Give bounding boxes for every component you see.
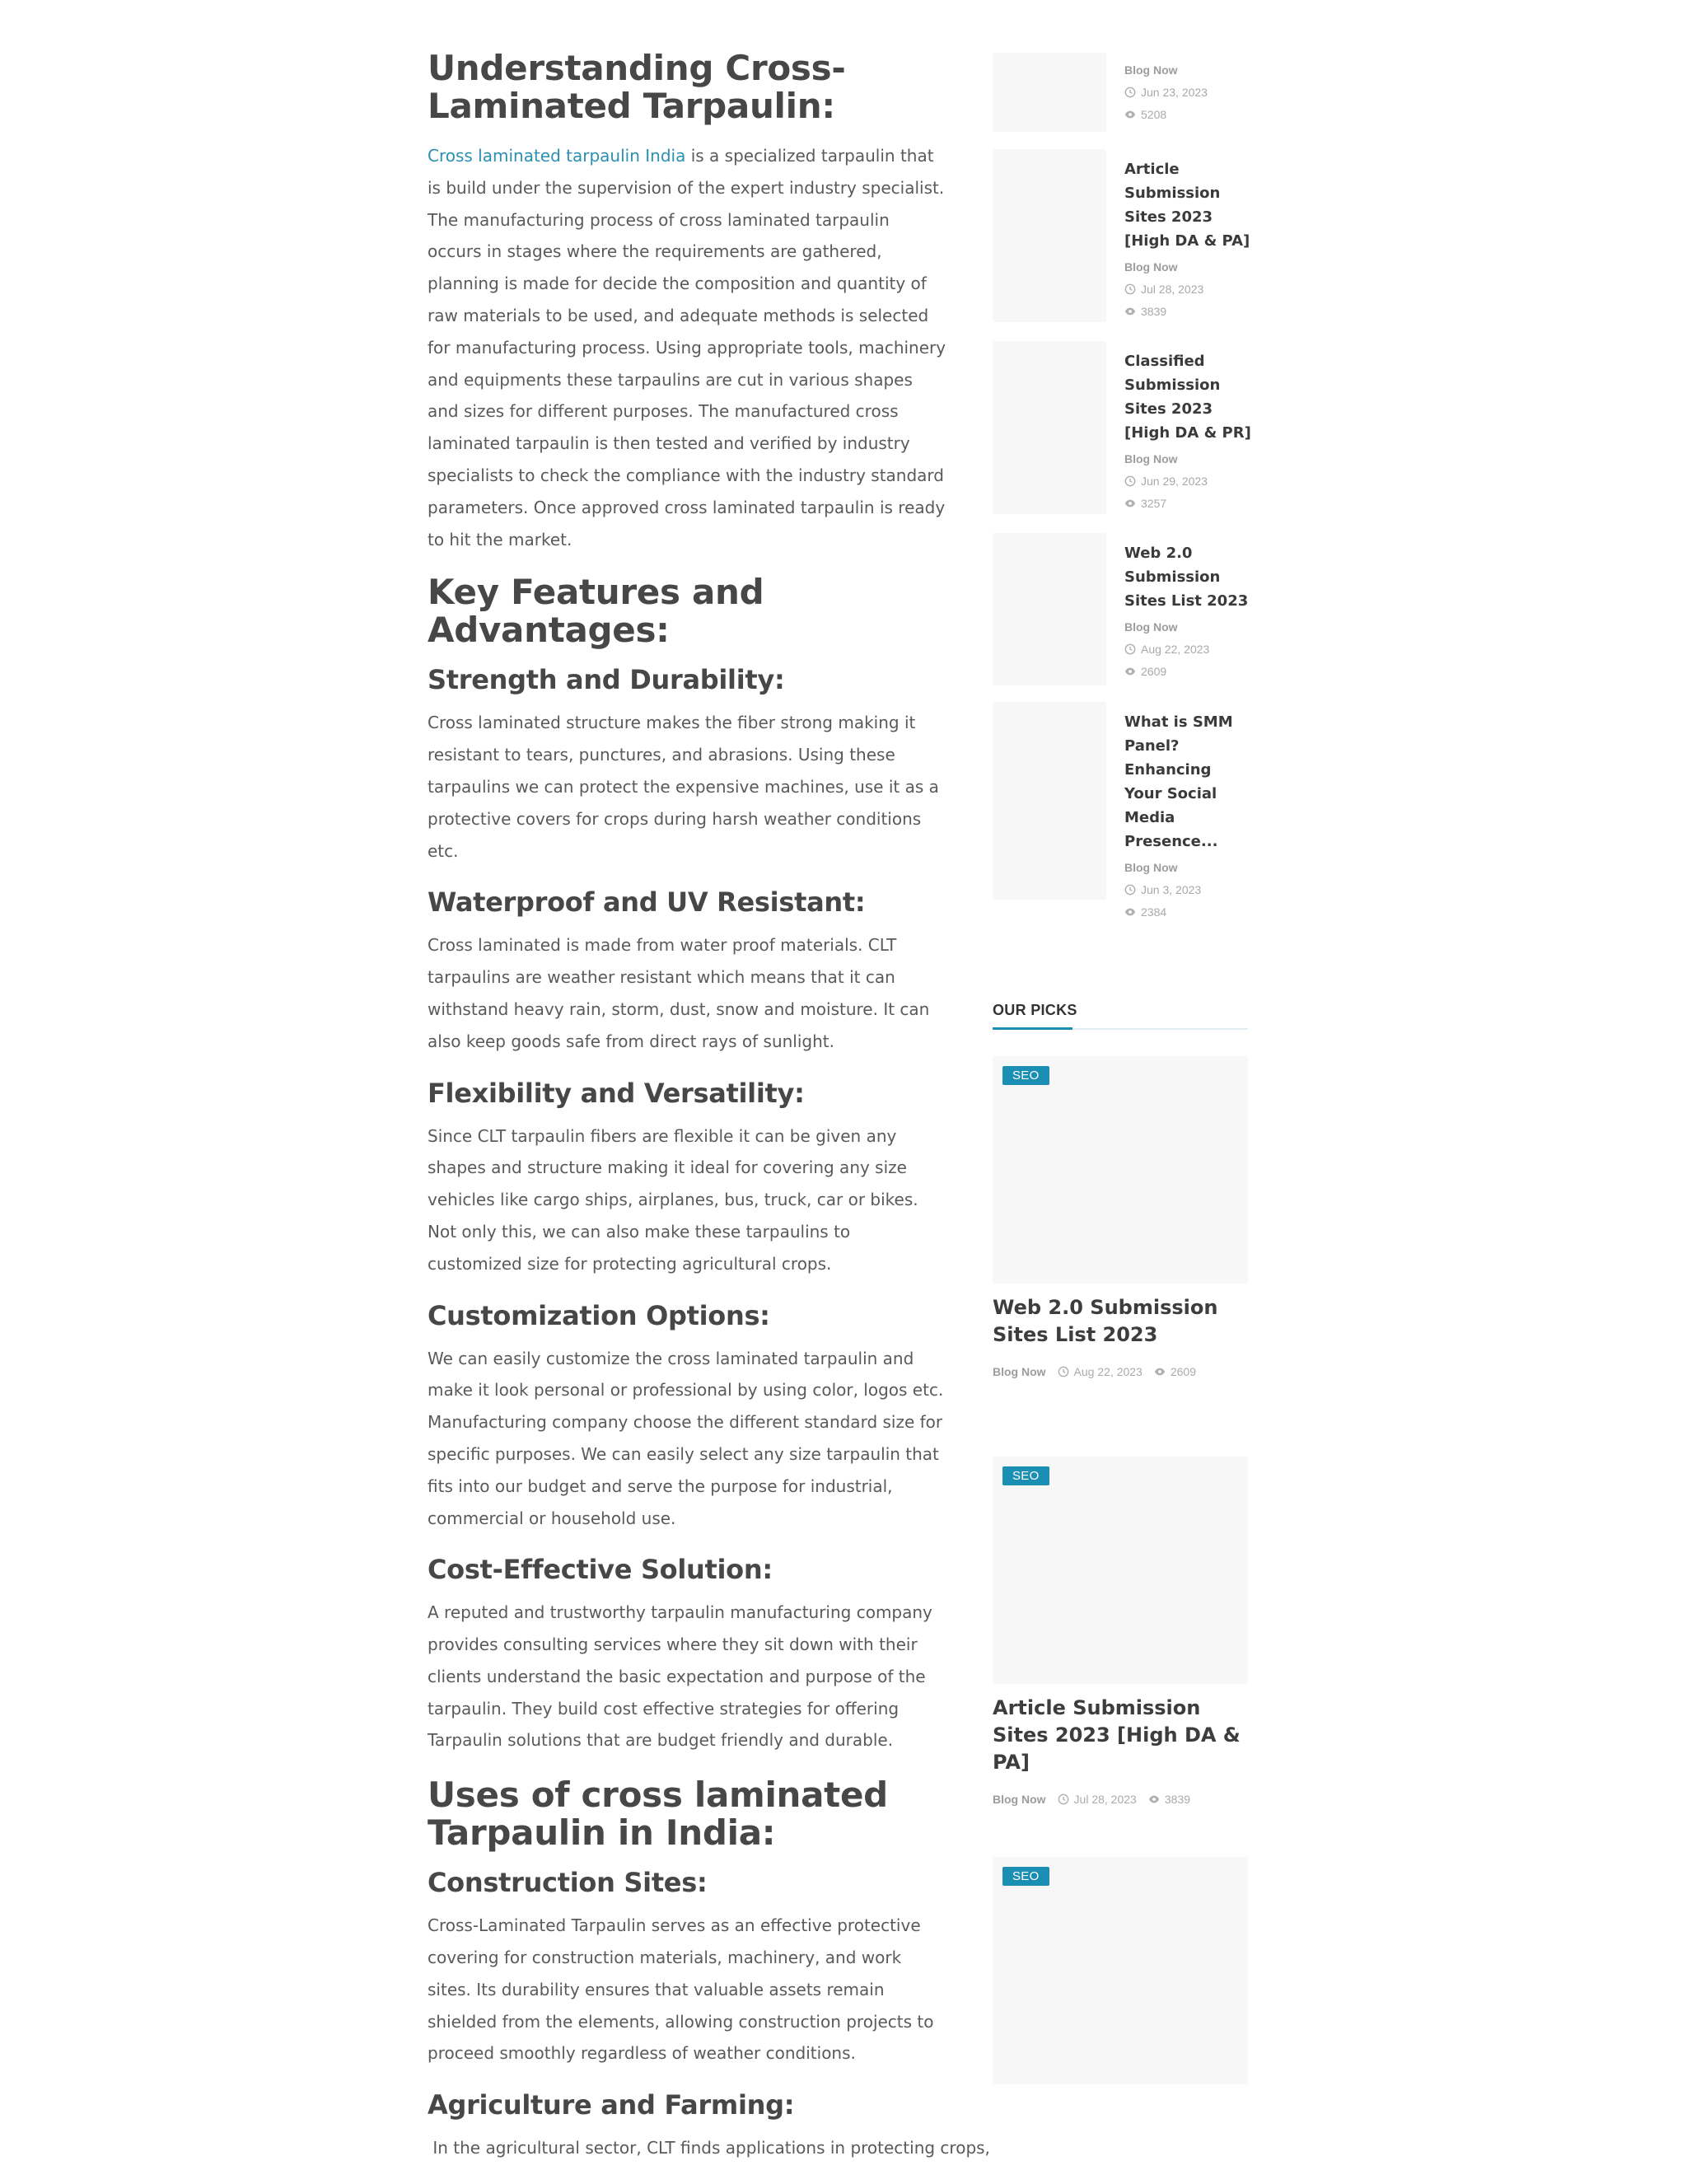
- subsection-paragraph: Cross laminated structure makes the fiber strong making it resistant to tears, punctures, and abrasions. Using these tarpaulins we can protect the expensive machines, use it as a protective covers for crops during harsh weather conditions etc.: [428, 713, 939, 861]
- post-date: Jul 28, 2023: [1141, 283, 1204, 296]
- eye-icon: [1124, 306, 1136, 317]
- pick-title-link[interactable]: Article Submission Sites 2023 [High DA & PA]: [993, 1696, 1241, 1774]
- our-picks-title: OUR PICKS: [993, 1002, 1077, 1018]
- eye-icon: [1124, 666, 1136, 677]
- post-author[interactable]: Blog Now: [1124, 620, 1178, 634]
- eye-icon: [1124, 498, 1136, 509]
- post-views: 3839: [1141, 305, 1167, 318]
- picks-underline: [993, 1027, 1072, 1030]
- post-thumbnail[interactable]: [993, 341, 1106, 514]
- paragraph-text: is a specialized tarpaulin that is build under the supervision of the expert industry specialist. The manufacturing process of cross laminated tarpaulin occurs in stages where the requirements are gathered, planning is made for decide the composition and quantity of raw materials to be used, and adequate methods is selected for manufacturing process. Using appropriate tools, machinery and equipments these tarpaulins are cut in various shapes and sizes for different purposes. The manufactured cross laminated tarpaulin is then tested and verified by industry specialists to check the compliance with the industry standard parameters. Once approved cross laminated tarpaulin is ready to hit the market.: [428, 146, 946, 550]
- clock-icon: [1124, 283, 1136, 295]
- pick-author[interactable]: Blog Now: [993, 1793, 1046, 1806]
- post-title-link[interactable]: Article Submission Sites 2023 [High DA & PA]: [1124, 161, 1250, 250]
- pick-image[interactable]: [993, 1457, 1248, 1684]
- post-date: Aug 22, 2023: [1141, 643, 1210, 656]
- subsection-paragraph: Cross laminated is made from water proof materials. CLT tarpaulins are weather resistant which means that it can withstand heavy rain, storm, dust, snow and moisture. It can also keep goods safe from direct rays of sunlight.: [428, 935, 930, 1051]
- sidebar-post[interactable]: [993, 533, 1248, 685]
- post-title-link[interactable]: Web 2.0 Submission Sites List 2023: [1124, 545, 1249, 610]
- post-thumbnail[interactable]: [993, 53, 1106, 132]
- cross-laminated-tarpaulin-link[interactable]: Cross laminated tarpaulin India: [428, 146, 686, 166]
- post-author[interactable]: Blog Now: [1124, 861, 1178, 874]
- pick-date: Jul 28, 2023: [1073, 1793, 1137, 1806]
- post-date: Jun 23, 2023: [1141, 86, 1208, 99]
- section-heading: Key Features and Advantages:: [428, 572, 764, 651]
- subsection-heading: Cost-Effective Solution:: [428, 1554, 773, 1586]
- subsection-paragraph: A reputed and trustworthy tarpaulin manufacturing company provides consulting services where they sit down with their clients understand the basic expectation and purpose of the tarpaulin. They build cost effective strategies for offering Tarpaulin solutions that are budget friendly and durable.: [428, 1602, 932, 1751]
- clock-icon: [1058, 1793, 1069, 1805]
- category-badge[interactable]: SEO: [1002, 1466, 1049, 1485]
- sidebar-post[interactable]: [993, 149, 1248, 322]
- pick-image[interactable]: [993, 1056, 1248, 1284]
- pick-views: 3839: [1164, 1793, 1190, 1806]
- post-thumbnail[interactable]: [993, 533, 1106, 685]
- clock-icon: [1124, 884, 1136, 896]
- section-paragraph: [428, 140, 948, 555]
- eye-icon: [1148, 1793, 1160, 1805]
- subsection-heading: Waterproof and UV Resistant:: [428, 886, 866, 919]
- subsection-heading: Construction Sites:: [428, 1867, 708, 1899]
- post-thumbnail[interactable]: [993, 702, 1106, 900]
- subsection-paragraph: We can easily customize the cross laminated tarpaulin and make it look personal or professional by using color, logos etc. Manufacturing company choose the different standard size for specific purposes. We can easily select any size tarpaulin that fits into our budget and serve the purpose for industrial, commercial or household use.: [428, 1348, 944, 1528]
- post-author[interactable]: Blog Now: [1124, 452, 1178, 465]
- post-author[interactable]: Blog Now: [1124, 63, 1178, 77]
- pick-image[interactable]: [993, 1857, 1248, 2084]
- our-picks-header: [993, 995, 1248, 1030]
- eye-icon: [1154, 1366, 1166, 1377]
- post-views: 5208: [1141, 108, 1167, 121]
- eye-icon: [1124, 906, 1136, 918]
- clock-icon: [1124, 643, 1136, 655]
- pick-title-link[interactable]: Web 2.0 Submission Sites List 2023: [993, 1296, 1218, 1346]
- section-heading: Uses of cross laminated Tarpaulin in India:: [428, 1775, 888, 1854]
- pick-card[interactable]: [993, 1457, 1248, 1806]
- subsection-paragraph: In the agricultural sector, CLT finds applications in protecting crops,: [428, 2138, 990, 2158]
- post-author[interactable]: Blog Now: [1124, 260, 1178, 274]
- sidebar-post[interactable]: [993, 53, 1248, 135]
- subsection-heading: Customization Options:: [428, 1299, 770, 1331]
- category-badge[interactable]: SEO: [1002, 1066, 1049, 1085]
- subsection-heading: Agriculture and Farming:: [428, 2089, 795, 2121]
- post-date: Jun 29, 2023: [1141, 475, 1208, 488]
- section-heading: Understanding Cross-Laminated Tarpaulin:: [428, 48, 846, 126]
- clock-icon: [1124, 87, 1136, 98]
- eye-icon: [1124, 109, 1136, 120]
- post-views: 3257: [1141, 497, 1167, 510]
- subsection-heading: Strength and Durability:: [428, 664, 785, 696]
- pick-card[interactable]: [993, 1056, 1248, 1378]
- subsection-heading: Flexibility and Versatility:: [428, 1077, 805, 1109]
- post-thumbnail[interactable]: [993, 149, 1106, 322]
- sidebar-post[interactable]: [993, 341, 1251, 514]
- article-content: [428, 48, 990, 2184]
- subsection-paragraph: Cross-Laminated Tarpaulin serves as an effective protective covering for construction materials, machinery, and work sites. Its durability ensures that valuable assets remain shielded from the elements, allowing construction projects to proceed smoothly regardless of weather conditions.: [428, 1915, 934, 2064]
- clock-icon: [1058, 1366, 1069, 1377]
- category-badge[interactable]: SEO: [1002, 1867, 1049, 1886]
- subsection-paragraph: Since CLT tarpaulin fibers are flexible it can be given any shapes and structure making it ideal for covering any size vehicles like cargo ships, airplanes, bus, truck, car or bikes. Not only this, we can also make these tarpaulins to customized size for protecting agricultural crops.: [428, 1125, 918, 1274]
- sidebar-post[interactable]: [993, 702, 1248, 919]
- clock-icon: [1124, 475, 1136, 487]
- pick-author[interactable]: Blog Now: [993, 1365, 1046, 1378]
- pick-views: 2609: [1170, 1365, 1196, 1378]
- post-views: 2609: [1141, 665, 1167, 678]
- post-title-link[interactable]: Classified Submission Sites 2023 [High DA & PR]: [1124, 353, 1251, 442]
- post-date: Jun 3, 2023: [1141, 883, 1202, 896]
- pick-card[interactable]: [993, 1857, 1248, 2084]
- post-title-link[interactable]: What is SMM Panel? Enhancing Your Social Media Presence...: [1124, 713, 1233, 850]
- pick-date: Aug 22, 2023: [1073, 1365, 1143, 1378]
- post-views: 2384: [1141, 905, 1167, 919]
